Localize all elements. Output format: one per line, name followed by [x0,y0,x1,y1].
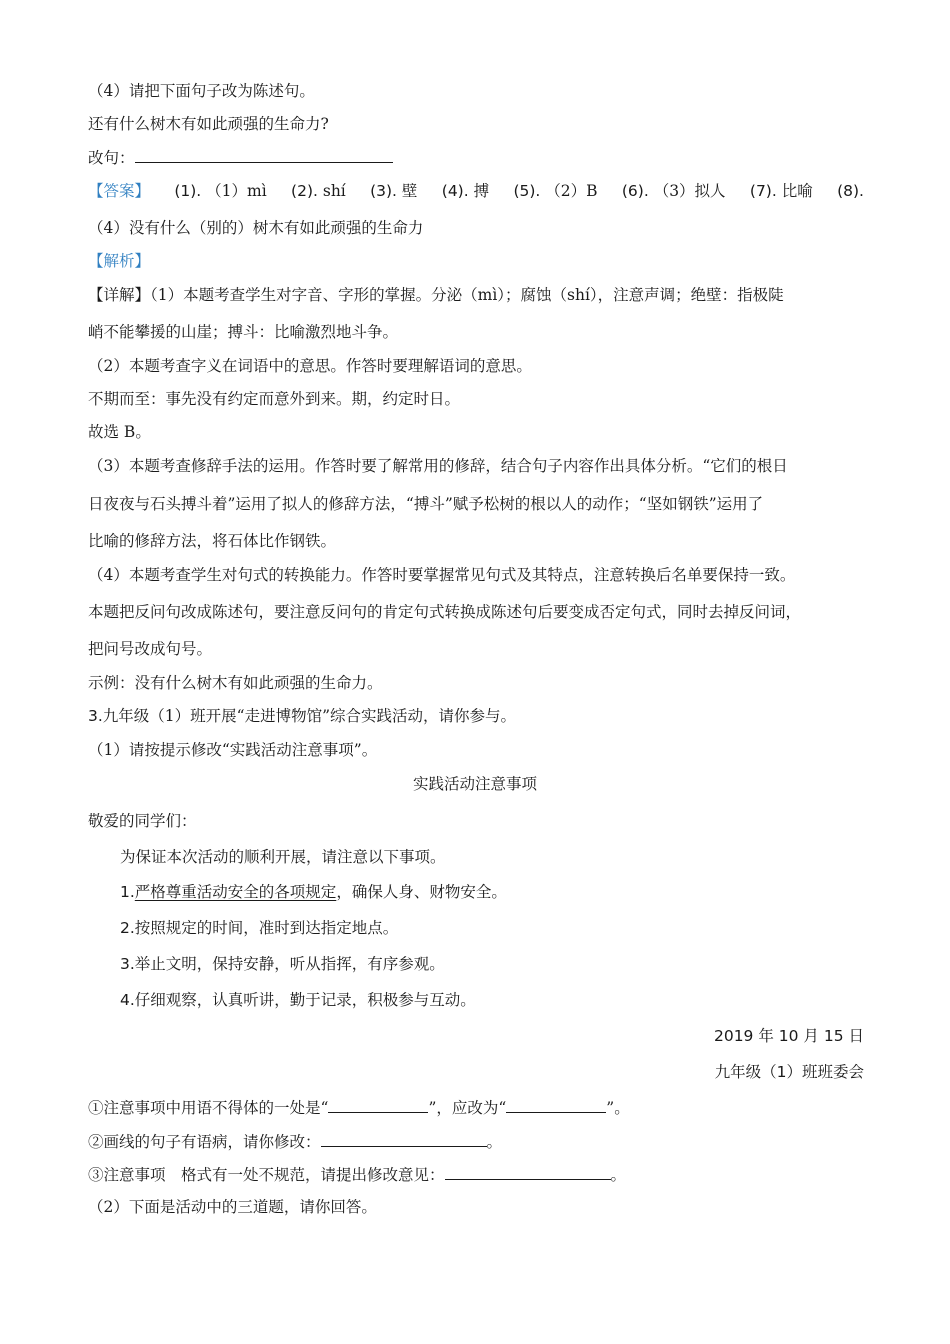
notice-item-1: 1.严格尊重活动安全的各项规定，确保人身、财物安全。 [120,883,507,901]
q4-prompt: （4）请把下面句子改为陈述句。 [88,82,315,100]
q4-sentence: 还有什么树木有如此顽强的生命力? [88,115,329,133]
answer-item: (7). 比喻 [749,182,813,200]
answer-item: (3). 壁 [370,182,418,200]
detail-line: 不期而至：事先没有约定而意外到来。期，约定时日。 [88,390,461,408]
detail-line: （4）本题考查学生对句式的转换能力。作答时要掌握常见句式及其特点，注意转换后名单要保持一致。 [88,566,796,584]
answer-blank-a1[interactable] [328,1096,428,1113]
question-c: ③注意事项 格式有一处不规范，请提出修改意见： 。 [88,1163,626,1186]
detail-line: （3）本题考查修辞手法的运用。作答时要了解常用的修辞，结合句子内容作出具体分析。“它们的根日 [88,457,788,475]
underlined-sentence: 严格尊重活动安全的各项规定 [134,883,337,901]
notice-item-2: 2.按照规定的时间，准时到达指定地点。 [120,919,399,937]
detail-line: 故选 B。 [88,423,151,441]
answer-item: (2). shí [291,182,346,200]
q3-sub2: （2）下面是活动中的三道题，请你回答。 [88,1198,377,1216]
answer-item: (1). （1）mì [174,182,267,200]
detail-line: 把问号改成句号。 [88,640,213,658]
answer-blank-c[interactable] [445,1163,611,1180]
answer-item: (5). （2）B [513,182,598,200]
notice-signature: 九年级（1）班班委会 [714,1063,864,1081]
answer-tag: 【答案】 [88,182,151,200]
detail-line: 日夜夜与石头搏斗着”运用了拟人的修辞方法，“搏斗”赋予松树的根以人的动作；“坚如钢铁”运用了 [88,495,764,513]
answer-blank-a2[interactable] [506,1096,606,1113]
q4-rewrite-line [88,146,393,169]
q3-number: 3. [88,707,103,725]
answer-item: (8). [837,182,864,200]
notice-item-4: 4.仔细观察，认真听讲，勤于记录，积极参与互动。 [120,991,476,1009]
q3-sub1: （1）请按提示修改“实践活动注意事项”。 [88,741,378,759]
notice-title: 实践活动注意事项 [412,775,537,793]
notice-greeting: 敬爱的同学们： [88,812,197,830]
q4-rewrite-label: 改句： [88,149,135,167]
question-b: ②画线的句子有语病，请你修改： 。 [88,1130,502,1153]
answer-row [88,180,864,202]
detail-line: （2）本题考查字义在词语中的意思。作答时要理解语词的意思。 [88,357,532,375]
notice-date: 2019 年 10 月 15 日 [713,1027,864,1045]
answer-blank-b[interactable] [321,1130,487,1147]
answer-item: (4). 搏 [441,182,490,200]
detail-line: 【详解】（1）本题考查学生对字音、字形的掌握。分泌（mì）；腐蚀（shí），注意声调；绝壁：指极陡 [88,286,784,304]
detail-line: 峭不能攀援的山崖；搏斗：比喻激烈地斗争。 [88,323,399,341]
q3-intro: 3.九年级（1）班开展“走进博物馆”综合实践活动，请你参与。 [88,707,517,725]
analysis-tag: 【解析】 [88,252,151,270]
detail-line: 本题把反问句改成陈述句，要注意反问句的肯定句式转换成陈述句后要变成否定句式，同时去掉反问词， [88,603,802,621]
detail-tag: 【详解】 [88,286,151,304]
notice-lead: 为保证本次活动的顺利开展，请注意以下事项。 [120,848,446,866]
answer-continuation: （4）没有什么（别的）树木有如此顽强的生命力 [88,219,424,237]
detail-line: 比喻的修辞方法，将石体比作钢铁。 [88,532,337,550]
q4-rewrite-blank[interactable] [135,146,393,163]
detail-line: 示例：没有什么树木有如此顽强的生命力。 [88,674,383,692]
question-a: ①注意事项中用语不得体的一处是“ ”，应改为“ ”。 [88,1096,630,1119]
answer-item: (6). （3）拟人 [621,182,726,200]
notice-item-3: 3.举止文明，保持安静，听从指挥，有序参观。 [120,955,445,973]
